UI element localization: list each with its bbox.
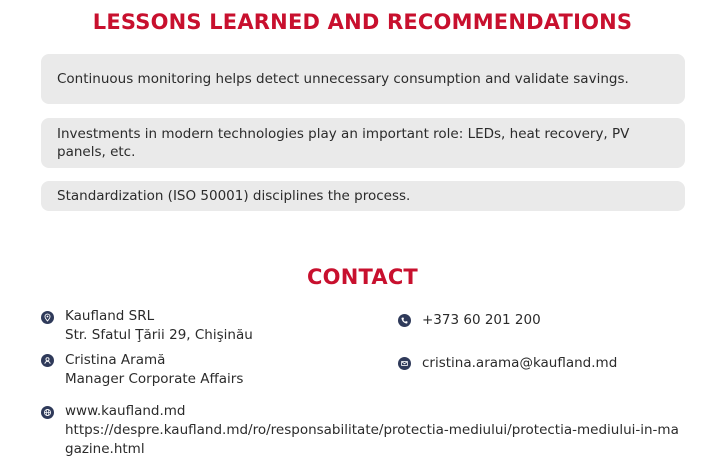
- email-icon: [398, 357, 411, 370]
- lesson-text: Standardization (ISO 50001) disciplines the process.: [57, 188, 411, 204]
- phone-label: +373 60 201 200: [422, 312, 541, 328]
- website-link[interactable]: www.kaufland.md: [65, 403, 186, 419]
- lesson-card: [41, 54, 685, 104]
- person-name: Cristina Aramă: [65, 352, 166, 368]
- website-block: [65, 402, 705, 459]
- contact-person: [65, 351, 243, 389]
- email-address[interactable]: [422, 354, 617, 373]
- lesson-text: Continuous monitoring helps detect unnecessary consumption and validate savings.: [57, 71, 629, 87]
- lessons-title: LESSONS LEARNED AND RECOMMENDATIONS: [92, 10, 633, 34]
- phone-icon: [398, 314, 411, 327]
- email-label: cristina.arama@kaufland.md: [422, 355, 618, 371]
- website-long-link[interactable]: https://despre.kaufland.md/ro/responsabilitate/protectia-mediului/protectia-mediului-in-magazine.html: [65, 422, 679, 457]
- lesson-card: [41, 181, 685, 211]
- phone-number[interactable]: [422, 311, 541, 330]
- lesson-text: Investments in modern technologies play an important role: LEDs, heat recovery, PV panels, etc.: [57, 126, 630, 160]
- person-role: Manager Corporate Affairs: [65, 371, 244, 387]
- address-block: [65, 307, 253, 345]
- person-icon: [41, 354, 54, 367]
- globe-icon: [41, 406, 54, 419]
- street-address: Str. Sfatul Ţării 29, Chişinău: [65, 327, 253, 343]
- location-pin-icon: [41, 311, 54, 324]
- lesson-card: [41, 118, 685, 168]
- contact-title: CONTACT: [307, 265, 418, 289]
- company-name: Kaufland SRL: [65, 308, 155, 324]
